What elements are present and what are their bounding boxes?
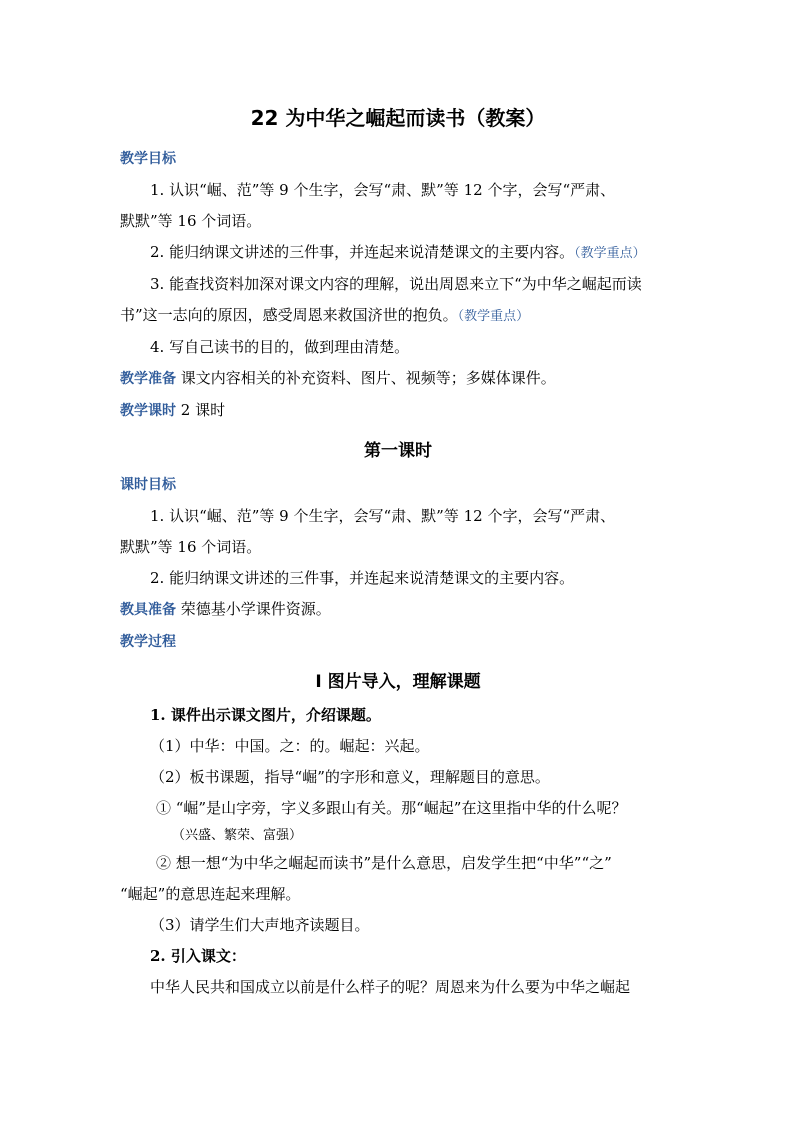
key-point-note: （教学重点）	[574, 246, 646, 261]
objective-3-cont: 书”这一志向的原因，感受周恩来救国济世的抱负。（教学重点）	[120, 306, 530, 324]
tools-prep: 教具准备 荣德基小学课件资源。	[120, 600, 331, 618]
objective-1: 1. 认识“崛、范”等 9 个生字，会写“肃、默”等 12 个字，会写“严肃、	[150, 181, 616, 199]
teaching-prep: 教学准备 课文内容相关的补充资料、图片、视频等；多媒体课件。	[120, 369, 556, 387]
document-title: 22 为中华之崛起而读书（教案）	[250, 106, 546, 130]
lesson-goal-heading: 课时目标	[120, 477, 176, 493]
step-2: 2. 引入课文：	[150, 947, 246, 965]
question-1-answer: （兴盛、繁荣、富强）	[172, 828, 303, 843]
objective-2: 2. 能归纳课文讲述的三件事，并连起来说清楚课文的主要内容。（教学重点）	[150, 243, 646, 261]
step-1-sub-3: （3）请学生们大声地齐读题目。	[150, 916, 370, 934]
lesson-goal-1-cont: 默默”等 16 个词语。	[120, 538, 262, 556]
objectives-heading: 教学目标	[120, 151, 176, 167]
teaching-prep-heading: 教学准备	[120, 371, 176, 387]
lesson-goal-2: 2. 能归纳课文讲述的三件事，并连起来说清楚课文的主要内容。	[150, 569, 575, 587]
step-1: 1. 课件出示课文图片，介绍课题。	[150, 706, 381, 724]
question-2-cont: “崛起”的意思连起来理解。	[120, 885, 301, 903]
key-point-note: （教学重点）	[457, 309, 530, 324]
question-1: ① “崛”是山字旁，字义多跟山有关。那“崛起”在这里指中华的什么呢？	[156, 799, 627, 817]
document-page	[120, 104, 676, 1003]
objective-1-cont: 默默”等 16 个词语。	[120, 212, 262, 230]
step-1-sub-2: （2）板书课题，指导“崛”的字形和意义，理解题目的意思。	[150, 768, 550, 786]
lesson-goal-1: 1. 认识“崛、范”等 9 个生字，会写“肃、默”等 12 个字，会写“严肃、	[150, 507, 616, 525]
step-1-sub-1: （1）中华：中国。之：的。崛起：兴起。	[150, 737, 430, 755]
section-1-title: Ⅰ 图片导入，理解课题	[315, 672, 481, 692]
tools-prep-heading: 教具准备	[120, 602, 176, 618]
question-2: ② 想一想“为中华之崛起而读书”是什么意思，启发学生把“中华”“之”	[156, 854, 612, 872]
lesson-1-title: 第一课时	[364, 441, 432, 461]
teaching-hours: 教学课时 2 课时	[120, 401, 226, 419]
teaching-hours-heading: 教学课时	[120, 403, 176, 419]
intro-paragraph: 中华人民共和国成立以前是什么样子的呢？周恩来为什么要为中华之崛起	[150, 978, 631, 996]
objective-3: 3. 能查找资料加深对课文内容的理解，说出周恩来立下“为中华之崛起而读	[150, 275, 642, 293]
process-heading: 教学过程	[120, 634, 176, 650]
objective-4: 4. 写自己读书的目的，做到理由清楚。	[150, 338, 410, 356]
